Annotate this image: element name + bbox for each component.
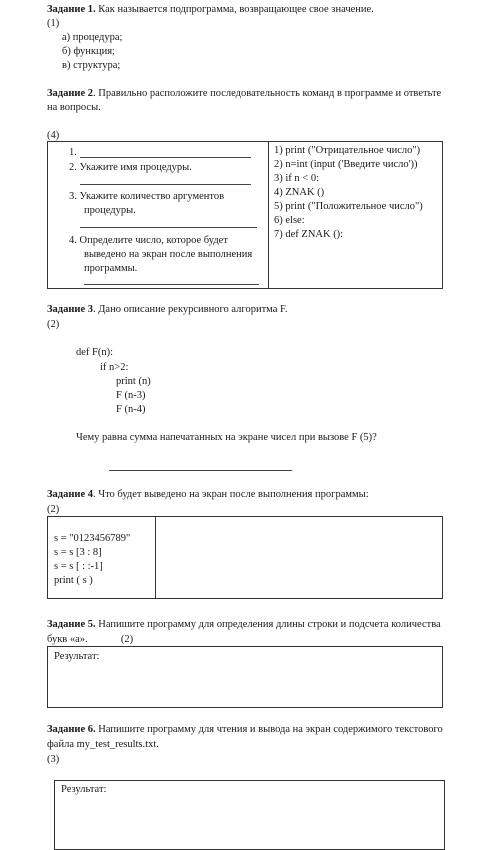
task2-command-4: 4) ZNAK (): [274, 187, 325, 198]
task2-command-1: 1) print ("Отрицательное число"): [274, 145, 421, 156]
task6-points: (3): [47, 754, 60, 765]
task4-code-line-4: print ( s ): [54, 575, 93, 586]
task2-command-7: 7) def ZNAK ():: [274, 229, 344, 240]
task6-result-box[interactable]: [54, 780, 445, 850]
answer-line-4[interactable]: [84, 284, 259, 285]
task3-text: . Дано описание рекурсивного алгоритма F.: [93, 304, 288, 315]
task6-result-label: Результат:: [61, 784, 107, 795]
task2-question-4-cont1: выведено на экран после выполнения: [84, 249, 253, 260]
task2-question-3: 3. Укажите количество аргументов: [69, 191, 225, 202]
task2-command-3: 3) if n < 0:: [274, 173, 319, 184]
task6-label: Задание 6.: [47, 724, 96, 735]
task5-points: (2): [120, 634, 134, 645]
task2-table-divider: [268, 142, 269, 288]
task5-result-box[interactable]: [47, 646, 443, 708]
task1-points: (1): [47, 18, 60, 29]
task1-text: Как называется подпрограмма, возвращающее свое значение.: [98, 4, 374, 15]
task1-heading: [47, 3, 374, 16]
task6-heading: [47, 723, 443, 736]
task3-question: Чему равна сумма напечатанных на экране чисел при вызове F (5)?: [76, 432, 377, 443]
task3-points: (2): [47, 319, 60, 330]
task3-code-line-2: if n>2:: [100, 362, 129, 373]
task1-option-c: в) структура;: [62, 60, 121, 71]
task4-code-line-3: s = s [ : :-1]: [54, 561, 103, 572]
task3-code-line-1: def F(n):: [76, 347, 114, 358]
task2-question-2: 2. Укажите имя процедуры.: [69, 162, 192, 173]
task2-points: (4): [47, 130, 60, 141]
task2-heading: [47, 87, 441, 100]
task4-code-line-1: s = "0123456789": [54, 533, 131, 544]
task5-label: Задание 5.: [47, 619, 96, 630]
task2-text: . Правильно расположите последовательность команд в программе и ответьте: [93, 88, 442, 99]
task4-text: . Что будет выведено на экран после выполнения программы:: [93, 489, 369, 500]
task4-points: (2): [47, 504, 60, 515]
task1-option-a: а) процедура;: [62, 32, 123, 43]
task4-heading: [47, 488, 369, 501]
task2-command-6: 6) else:: [274, 215, 305, 226]
task3-heading: [47, 303, 288, 316]
task2-question-4: 4. Определите число, которое будет: [69, 235, 228, 246]
task5-text: Напишите программу для определения длины строки и подсчета количества: [95, 619, 441, 630]
task2-label: Задание 2: [47, 88, 93, 99]
answer-line-1[interactable]: [80, 157, 251, 158]
task3-answer-line[interactable]: [109, 470, 292, 471]
task5-heading: [47, 618, 441, 631]
answer-line-3[interactable]: [80, 227, 257, 228]
task4-code-line-2: s = s [3 : 8]: [54, 547, 102, 558]
task2-question-3-cont: процедуры.: [84, 205, 136, 216]
task2-question-1: 1.: [69, 147, 77, 158]
task6-text-line2: файла my_test_results.txt.: [47, 739, 159, 750]
task5-result-label: Результат:: [54, 651, 100, 662]
task6-text: Напишите программу для чтения и вывода на экран содержимого текстового: [95, 724, 443, 735]
task3-code-line-5: F (n-4): [116, 404, 146, 415]
task2-text-line2: на вопросы.: [47, 102, 101, 113]
task1-option-b: б) функция;: [62, 46, 115, 57]
task2-command-5: 5) print ("Положительное число"): [274, 201, 423, 212]
task4-label: Задание 4: [47, 489, 93, 500]
task3-label: Задание 3: [47, 304, 93, 315]
task2-command-2: 2) n=int (input ('Введите число')): [274, 159, 418, 170]
task3-code-line-4: F (n-3): [116, 390, 146, 401]
task2-question-4-cont2: программы.: [84, 263, 138, 274]
task5-text-cont: букв «а».: [47, 634, 88, 645]
task1-label: Задание 1.: [47, 4, 96, 15]
answer-line-2[interactable]: [80, 184, 251, 185]
task5-text-line2: [47, 633, 133, 646]
task3-code-line-3: print (n): [116, 376, 151, 387]
task4-answer-area[interactable]: [156, 518, 441, 597]
